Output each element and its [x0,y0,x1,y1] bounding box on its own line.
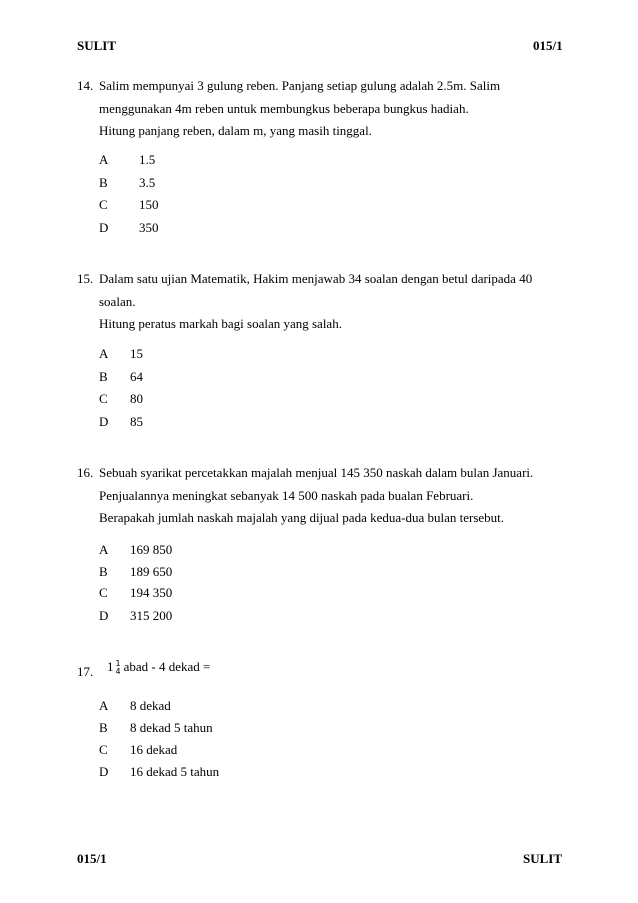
fraction-numerator: 1 [115,659,121,669]
question-text-line: Salim mempunyai 3 gulung reben. Panjang setiap gulung adalah 2.5m. Salim [99,78,501,93]
option-b[interactable] [99,176,155,189]
question-text-line: Hitung peratus markah bagi soalan yang salah. [99,316,342,331]
option-text: 15 [130,346,143,361]
option-text: 194 350 [130,585,173,600]
option-letter: C [99,391,108,406]
question-number: 17. [77,664,94,679]
option-text: 150 [139,197,159,212]
option-letter: A [99,698,109,713]
option-d[interactable] [99,609,172,622]
option-text: 169 850 [130,542,173,557]
option-d[interactable] [99,415,143,428]
option-text: 85 [130,414,143,429]
option-text: 1.5 [139,152,156,167]
option-a[interactable] [99,153,155,166]
question-number: 16. [77,465,94,480]
question-text-line: Berapakah jumlah naskah majalah yang dijual pada kedua-dua bulan tersebut. [99,510,505,525]
header-right: 015/1 [533,38,563,53]
fraction [116,660,121,676]
question-expression [107,660,210,676]
fraction-denominator: 4 [115,667,121,677]
option-a[interactable] [99,699,171,712]
option-letter: B [99,720,108,735]
option-text: 3.5 [139,175,156,190]
footer-left: 015/1 [77,851,107,866]
option-text: 64 [130,369,143,384]
footer-right: SULIT [523,851,563,866]
option-text: 8 dekad 5 tahun [130,720,213,735]
question-text-line: menggunakan 4m reben untuk membungkus beberapa bungkus hadiah. [99,101,469,116]
option-b[interactable] [99,565,172,578]
option-letter: B [99,175,108,190]
option-letter: D [99,608,109,623]
option-text: 16 dekad [130,742,178,757]
mixed-number-whole: 1 [107,659,114,674]
header-left: SULIT [77,38,117,53]
option-c[interactable] [99,586,172,599]
option-a[interactable] [99,347,143,360]
option-letter: C [99,585,108,600]
option-text: 8 dekad [130,698,171,713]
option-letter: A [99,542,109,557]
option-b[interactable] [99,721,213,734]
option-letter: C [99,197,108,212]
option-a[interactable] [99,543,172,556]
option-text: 350 [139,220,159,235]
option-letter: D [99,764,109,779]
option-letter: B [99,369,108,384]
option-letter: D [99,414,109,429]
option-d[interactable] [99,221,159,234]
option-letter: A [99,152,109,167]
option-d[interactable] [99,765,219,778]
option-text: 189 650 [130,564,173,579]
question-text-line: Sebuah syarikat percetakkan majalah menjual 145 350 naskah dalam bulan Januari. [99,465,534,480]
option-c[interactable] [99,743,177,756]
option-text: 80 [130,391,143,406]
question-number: 15. [77,271,94,286]
option-text: 315 200 [130,608,173,623]
option-c[interactable] [99,198,159,211]
option-b[interactable] [99,370,143,383]
question-text-line: soalan. [99,294,136,309]
question-text-line: Dalam satu ujian Matematik, Hakim menjawab 34 soalan dengan betul daripada 40 [99,271,533,286]
question-text-line: Penjualannya meningkat sebanyak 14 500 naskah pada bualan Februari. [99,488,474,503]
option-letter: C [99,742,108,757]
option-letter: D [99,220,109,235]
expression-rest: abad - 4 dekad = [123,659,211,674]
option-c[interactable] [99,392,143,405]
option-letter: A [99,346,109,361]
option-text: 16 dekad 5 tahun [130,764,220,779]
question-number: 14. [77,78,94,93]
option-letter: B [99,564,108,579]
question-text-line: Hitung panjang reben, dalam m, yang masih tinggal. [99,123,372,138]
